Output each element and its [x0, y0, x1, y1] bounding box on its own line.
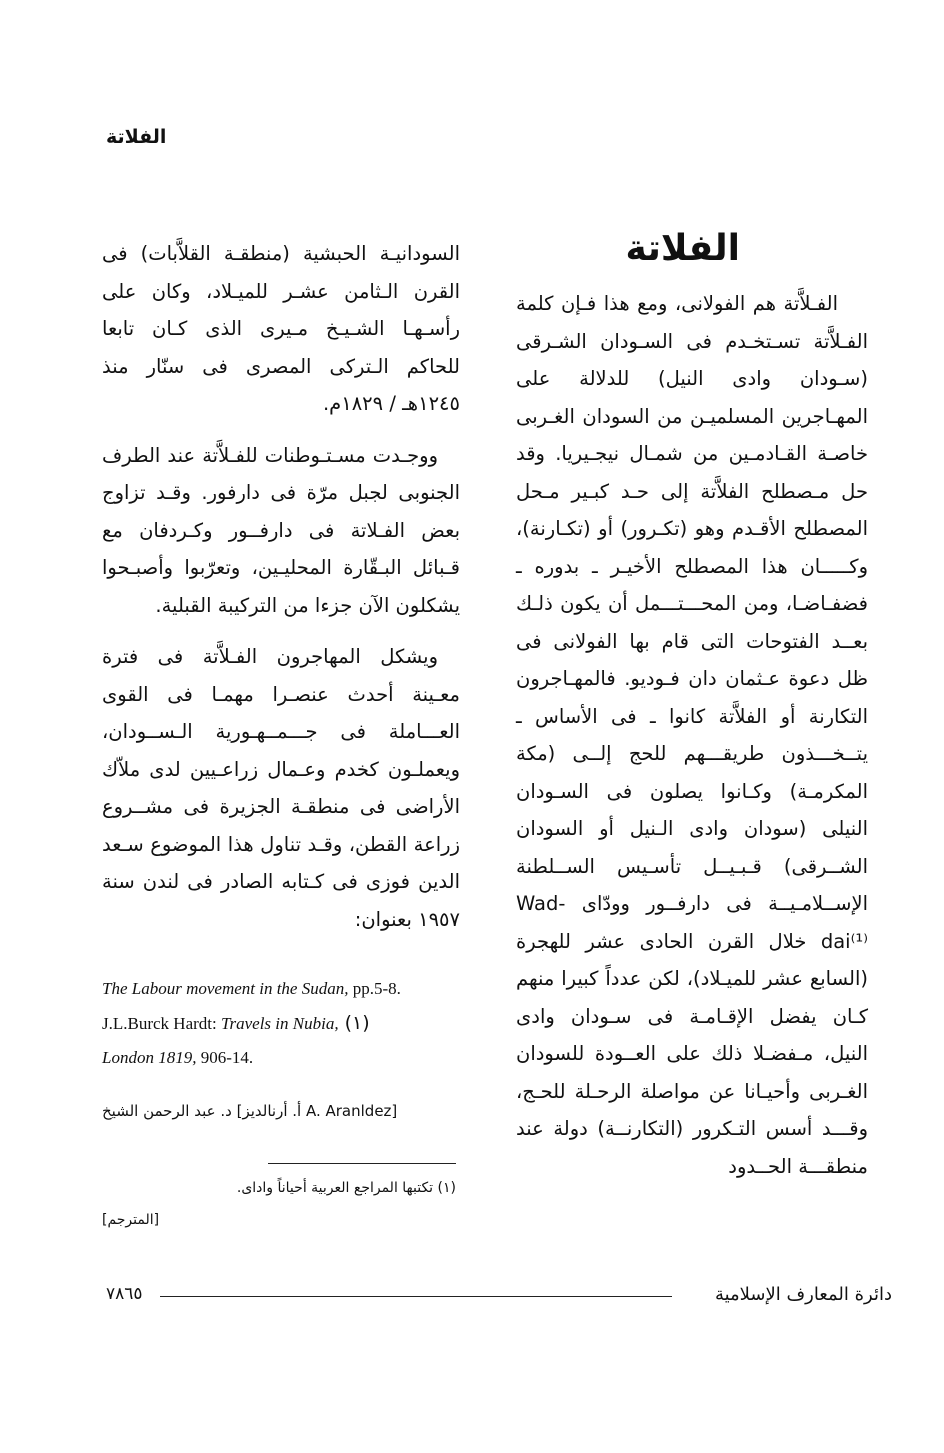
- ref2-pages: 906-14.: [196, 1048, 254, 1067]
- paragraph: السودانيـة الحبشية (منطقـة القلاَّبات) فى القرن الـثامن عشـر للميـلاد، وكان على رأسـهـا الشـيـخ مـيرى الذى كـان تابعا للحاكم الـتركى المصرى فى سنّار منذ ١٢٤٥هـ / ١٨٢٩م.: [102, 242, 460, 415]
- author-line: د. عبد الرحمن الشيخ [أ. أرنالديز A. Aranldez]: [102, 1102, 398, 1120]
- paragraph: الفـلاَّتة هم الفولانى، ومع هذا فـإن كلمة الفـلاَّتة تسـتخـدم فى السـودان الشـرقى (سـودان وادى النيل) للدلالة على المهـاجرين المسلميـن من السودان الغـربى خاصـة القـادمـين من شمـال نيجـيريا. وقد حل مـصطلح الفلاَّتة إلى حـد كبـير مـحل المصطلح الأقـدم وهو (تكـرور) أو (تكـارنة)، وكـــــان هذا المصطلح الأخيـر ـ بدوره ـ فضفـاضـا، ومن المحـــتـــمل أن يكون ذلـك بعــد الفتوحات التى قام بها الفولانى فى ظل دعوة عـثمان دان فـوديو. فالمهـاجرون التكارنة أو الفلاَّتة كانوا ـ فى الأساس ـ يتــخـــذون طريقـــهم للحج إلــى (مكة المكرمـة) وكـانوا يصلون فى السـودان النيلى (سودان وادى الـنيل أو السودان الشــرقى) قـبـيــل تأسـيس الســلطنة الإســلامـيــة فى دارفــور وودّاى -Wad dai⁽¹⁾ خلال القرن الحادى عشر للهجرة (السابع عشر للميـلاد)، لكن عدداً كبيرا منهم كـان يفضل الإقـامـة فى سـودان وادى النيل، مـفضـلا ذلك على العــودة للسودان الغـربى وأحيـانا عن مواصلة الرحـلة للحـج، وقـــد أسس التـكرور (التكارنــة) دولة عند منطقـــة الحــدود: [516, 292, 868, 1178]
- ref2-footnote-number: (١): [338, 1012, 370, 1034]
- footnote-divider: [268, 1163, 456, 1164]
- running-header: الفلاتة: [106, 126, 167, 148]
- ref2-place: London 1819,: [102, 1048, 197, 1067]
- ref2-title: Travels in Nubia,: [220, 1014, 339, 1033]
- paragraph: ووجـدت مسـتـوطنات للفـلاَّتة عند الطرف الجنوبى لجبل مرّة فى دارفور. وقـد تزاوج بعض الفـلاتة فى دارفــور وكـردفان مع قـبائل البـقّارة المحليـين، وتعرّبوا وأصبـحوا يشكلون الآن جزءا من التركيبة القبلية.: [102, 443, 460, 617]
- right-column: [516, 285, 868, 1199]
- reference-2: [102, 1006, 460, 1041]
- paragraph: ويشكل المهاجرون الفـلاَّتة فى فترة معـينة أحدث عنصـرا مهمـا فى القوى العـــاملة فى جـــمــهـورية الـســودان، ويعملـون كخدم وعـمال زراعـيين لدى ملاّك الأراضى فى منطقـة الجزيرة فى مشــروع زراعة القطن، وقـد تناول هذا الموضوع سـعد الدين فوزى فى كـتابه الصادر فى لندن سنة ١٩٥٧ بعنوان:: [102, 645, 460, 931]
- ref2-author: J.L.Burck Hardt:: [102, 1014, 221, 1033]
- footer-encyclopedia-title: دائرة المعارف الإسلامية: [714, 1284, 892, 1305]
- ref1-title: The Labour movement in the Sudan,: [102, 979, 349, 998]
- reference-1: [102, 972, 460, 1006]
- page-number: ٧٨٦٥: [106, 1284, 143, 1304]
- left-column: [102, 235, 460, 952]
- footer-divider: [160, 1296, 672, 1297]
- translator-note: [المترجم]: [102, 1212, 160, 1228]
- references: [102, 972, 460, 1075]
- footnote: (١) تكتبها المراجع العربية أحياناً واداى.: [236, 1180, 456, 1196]
- ref1-pages: pp.5-8.: [348, 979, 401, 998]
- reference-2-cont: [102, 1041, 460, 1075]
- article-title: الفلاتة: [625, 228, 740, 269]
